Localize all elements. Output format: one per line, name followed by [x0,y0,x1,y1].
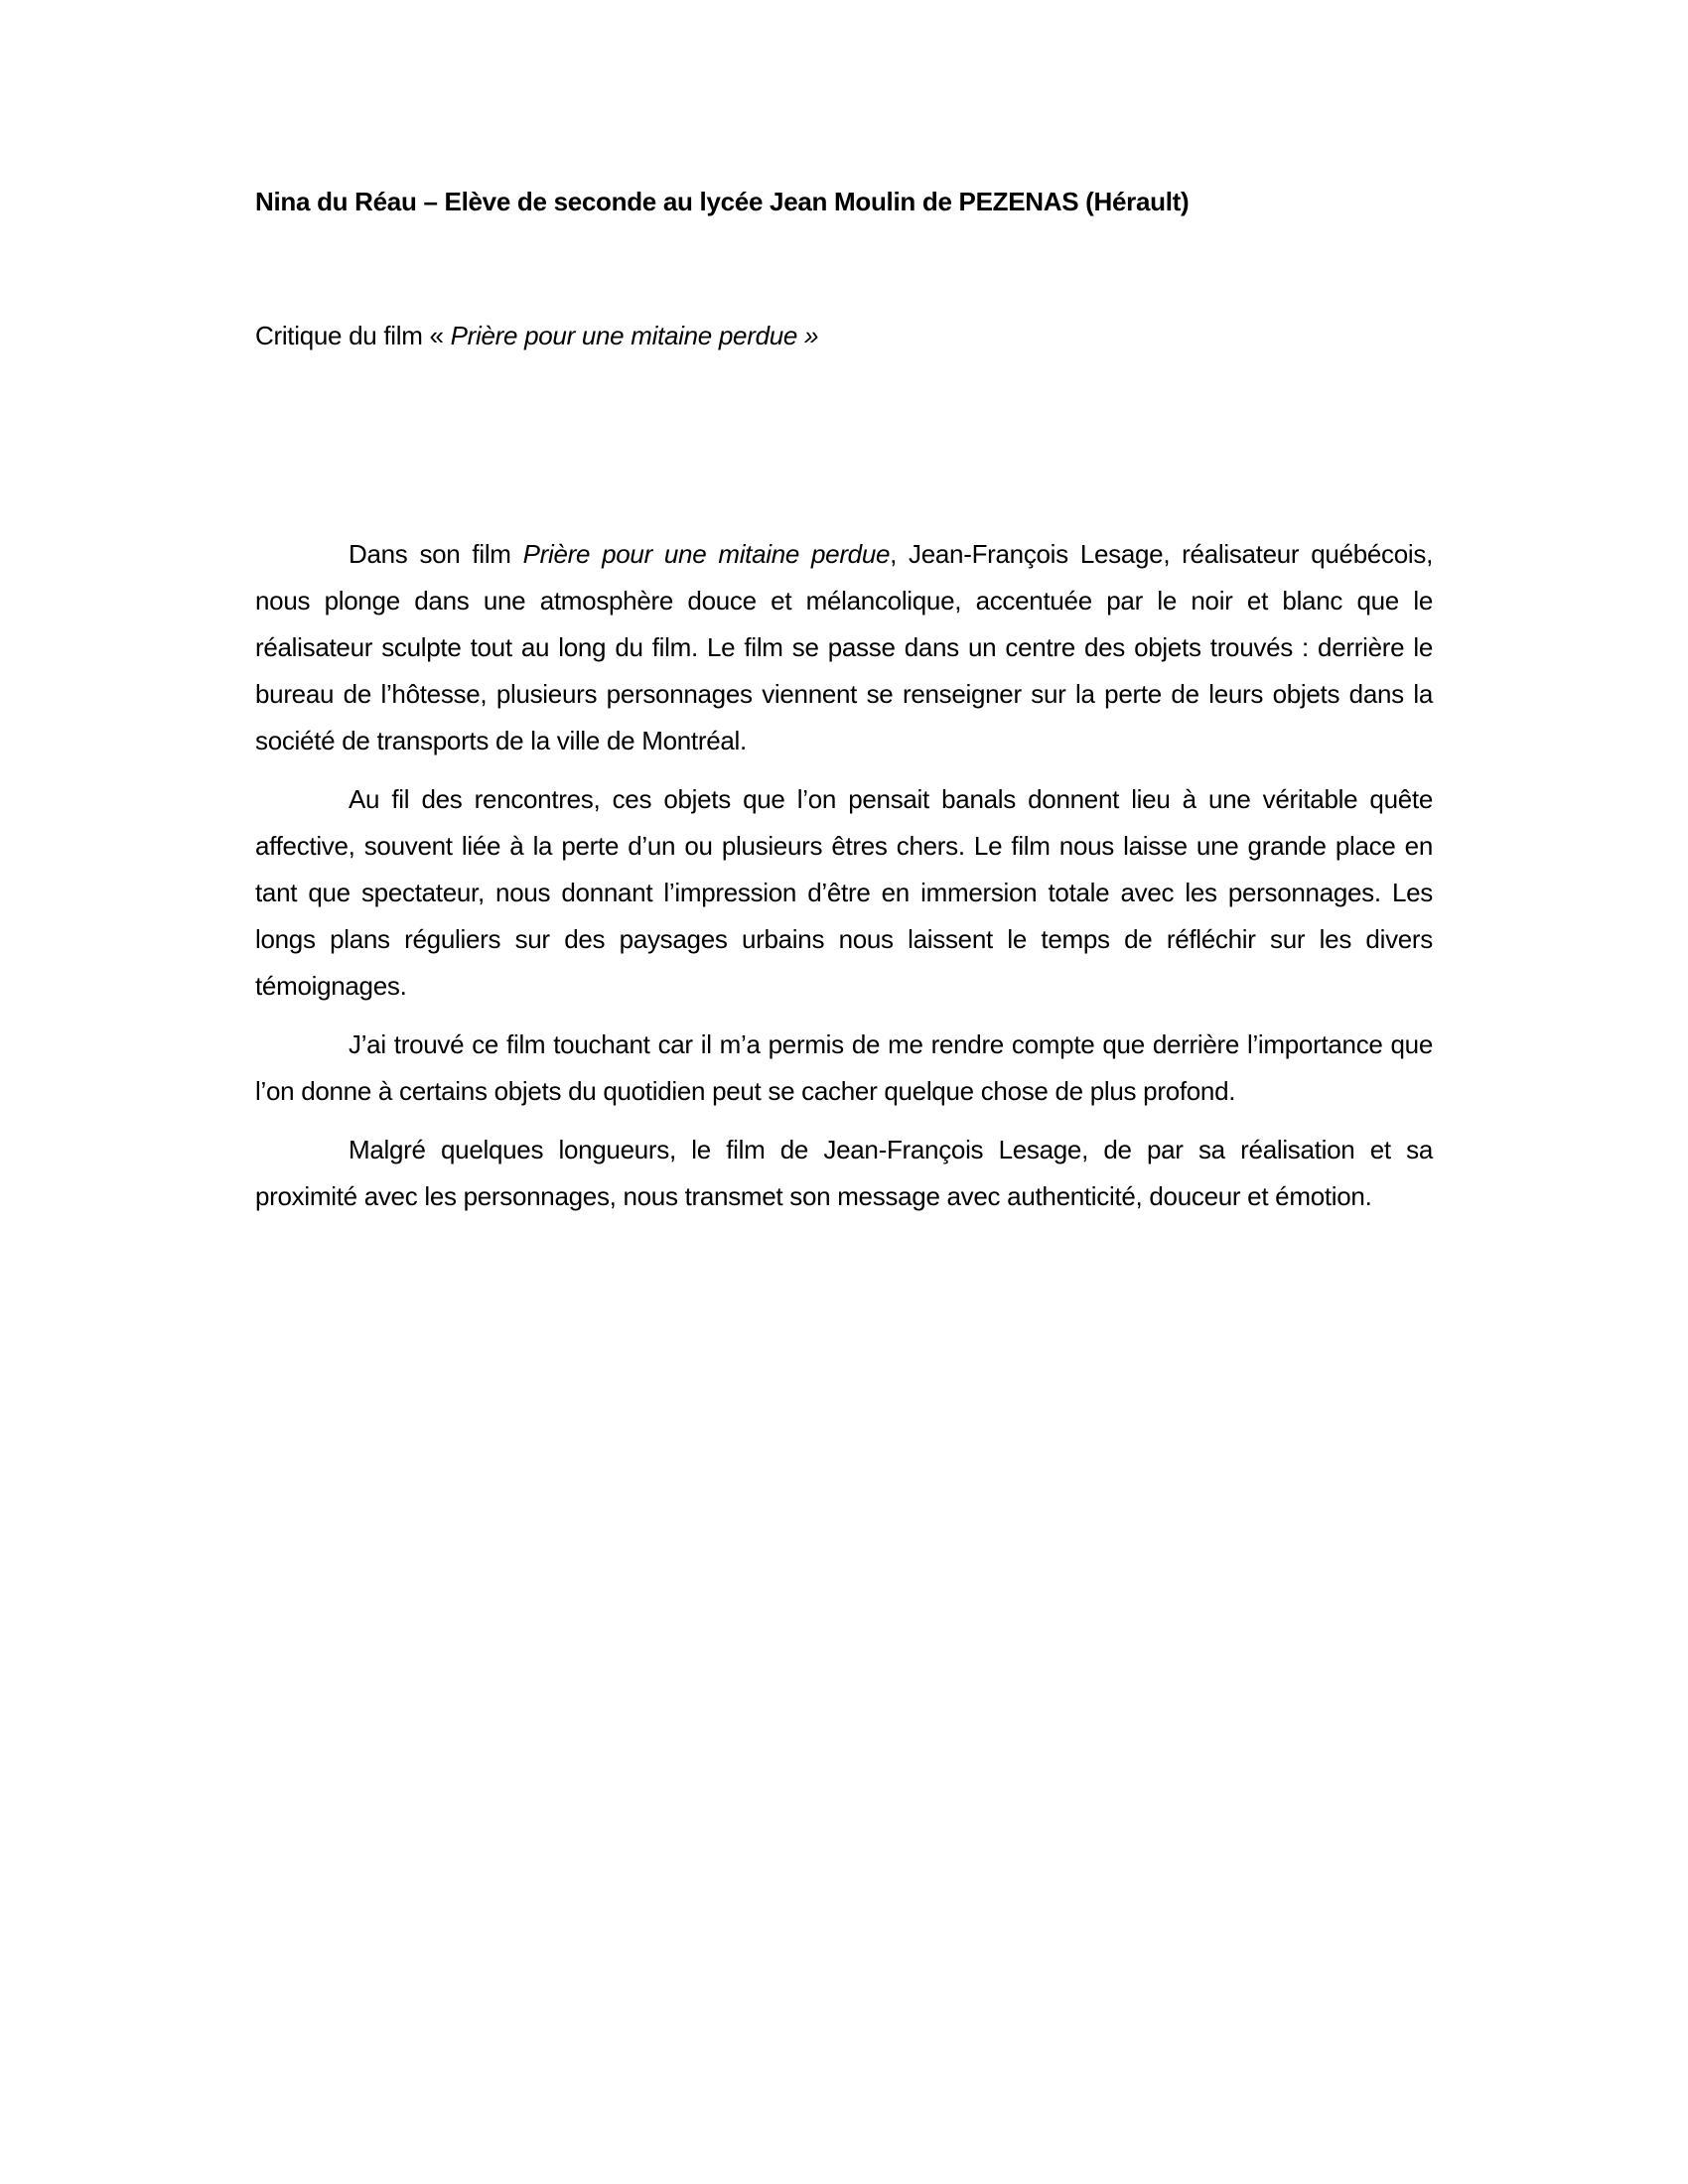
author-heading: Nina du Réau – Elève de seconde au lycée Jean Moulin de PEZENAS (Hérault) [255,187,1190,216]
paragraph-1 [255,531,1433,764]
paragraph-2: Au fil des rencontres, ces objets que l’on pensait banals donnent lieu à une véritable quête affective, souvent liée à la perte d’un ou plusieurs êtres chers. Le film nous laisse une grande place en tant que spectateur, nous donnant l’impression d’être en immersion totale avec les personnages. Les longs plans réguliers sur des paysages urbains nous laissent le temps de réfléchir sur les divers témoignages. [255,784,1433,1001]
subtitle-prefix: Critique du film « [255,321,451,350]
paragraph-1-film-title-italic: Prière pour une mitaine perdue [522,539,891,569]
paragraph-4: Malgré quelques longueurs, le film de Jean-François Lesage, de par sa réalisation et sa proximité avec les personnages, nous transmet son message avec authenticité, douceur et émotion. [255,1135,1433,1211]
paragraph-1-lead: Dans son film [349,539,523,569]
paragraph-3: J’ai trouvé ce film touchant car il m’a permis de me rendre compte que derrière l’importance que l’on donne à certains objets du quotidien peut se cacher quelque chose de plus profond. [255,1029,1433,1106]
subtitle-film-title-italic: Prière pour une mitaine perdue » [450,321,819,350]
film-critique-title [255,313,1433,359]
paragraph-1-rest: , Jean-François Lesage, réalisateur québécois, nous plonge dans une atmosphère douce et mélancolique, accentuée par le noir et blanc que le réalisateur sculpte tout au long du film. Le film se passe dans un centre des objets trouvés : derrière le bureau de l’hôtesse, plusieurs personnages viennent se renseigner sur la perte de leurs objets dans la société de transports de la ville de Montréal. [255,539,1433,755]
